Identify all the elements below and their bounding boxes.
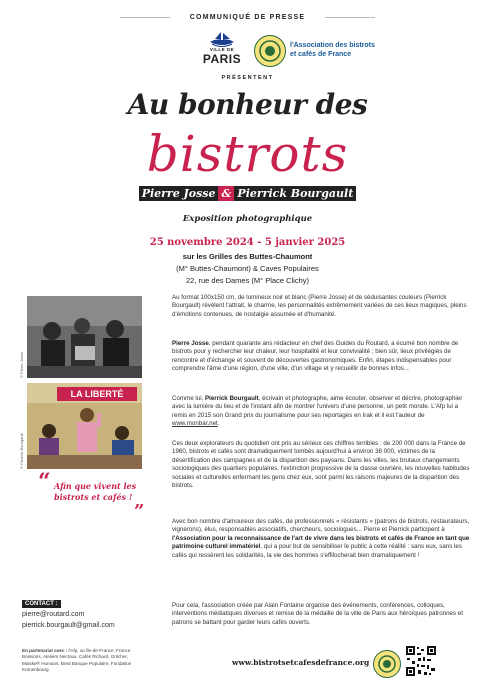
contact-email-2[interactable]: pierrick.bourgault@gmail.com	[22, 622, 115, 629]
contact-heading: CONTACT :	[22, 600, 61, 608]
exhibition-dates: 25 novembre 2024 - 5 janvier 2025	[149, 237, 346, 248]
quote-text: Afin que vivent les bistrots et cafés !	[54, 481, 137, 502]
photo-sign-text: LA LIBERTÉ	[70, 389, 124, 399]
photo2-credit: © Pierrick Bourgault	[19, 433, 24, 469]
paragraph-5: Avec bon nombre d'amoureux des cafés, de professionnels « résistants » (patrons de bistrots, restaurateurs, vignerons), élus, responsables associatifs, chercheurs, sociologues... Pierre et Pierrick participent à l'Association pour la reconnaissance de l'art de vivre dans les bistrots et cafés de France en tant que patrimoine culturel immatériel, qui a pour but de sensibiliser le public à cette réalité : sans eux, sans les cafés qui ressèrent les solidarités, la vie des hommes s'effilocherait bien dramatiquement !	[172, 518, 470, 559]
author-ampersand: &	[218, 186, 234, 201]
quote-open-mark: “	[38, 469, 51, 495]
photo-black-white	[27, 296, 142, 378]
partners-label: En partenariat avec :	[22, 648, 68, 653]
paragraph-2: Pierre Josse, pendant quarante ans rédacteur en chef des Guides du Routard, a écumé bon nombre de bistrots pour y rechercher leur chaleur, leur hospitalité et leur convivialité ; bien sûr, lieux privilégiés de rencontre et d'échange et souvent de découvertes gastronomiques. Enfin, étapes indispensables pour comprendre l'âme d'une région, d'une ville, d'un village et y recueillir de bonnes infos...	[172, 340, 459, 373]
quote-close-mark: ”	[134, 501, 145, 522]
paragraph-4: Ces deux explorateurs du quotidien ont pris au sérieux ces chiffres terribles : de 200 000 dans la France de 1960, bistrots et cafés sont dramatiquement tombés aujourd'hui à environ 38 000, victimes de la désertification des campagnes et de la disparition des paysans. Dans les villes, les brutaux changements sociologiques des quartiers populaires, l'extinction progressive de la classe ouvrière, les nouvelles habitudes sociales et culturelles enfermant les gens chez eux, sont parmi les raisons majeures de la disparition des bistrots.	[172, 440, 470, 490]
website-link[interactable]: www.bistrotsetcafesdefrance.org	[232, 658, 370, 667]
title-line1: Au bonheur des	[127, 88, 368, 121]
presentent-label: PRÉSENTENT	[221, 75, 274, 81]
exhibition-subtitle: Exposition photographique	[182, 214, 313, 224]
pull-quote	[38, 469, 148, 522]
footer-association-logo-icon	[373, 650, 401, 678]
venue-line2: (M° Buttes-Chaumont) & Caves Populaires	[176, 264, 319, 273]
paragraph-1: Au format 100x150 cm, de lumineux noir et blanc (Pierre Josse) et de séduisantes couleurs (Pierrick Bourgault) révèlent l'attrait, le charme, les personnalités extrêmement variées de ces lieux magiques, pleins d'émotions contenues, de nostalgie assumée et d'humanité.	[172, 294, 467, 318]
venue-line1: sur les Grilles des Buttes-Chaumont	[182, 252, 313, 261]
paragraph-6: Pour cela, l'association créée par Alain Fontaine organise des événements, conférences, colloques, interventions médiatiques diverses et remise de la médaille de la ville de Paris aux héroïques patronnes et patrons se battant pour garder leurs cafés ouverts.	[172, 602, 463, 626]
venue-line3: 22, rue des Dames (M° Place Clichy)	[185, 276, 310, 285]
monbar-link[interactable]: www.monbar.net	[172, 420, 218, 428]
partners-text: En partenariat avec : l'Afp, un Île-de-France, France Boissons, Ateliers Nectoux, Cafés Richard, Gritcher, Maiske® Humans, Bred Banque Populaire, Fondation Kronenbourg.	[22, 648, 132, 673]
association-logo-icon	[254, 35, 286, 67]
author-2: Pierrick Bourgault	[234, 186, 356, 201]
name-pierre-josse: Pierre Josse	[172, 340, 209, 347]
authors	[0, 187, 495, 200]
qr-code-icon[interactable]	[405, 645, 437, 677]
name-pierrick-bourgault: Pierrick Bourgault	[205, 395, 259, 402]
association-name: l'Association des bistrots et cafés de France	[290, 42, 375, 58]
paragraph-3: Comme lui, Pierrick Bourgault, écrivain et photographe, aime écouter, observer et décrire, photographier avec la lumière du lieu et de l'instant afin de montrer l'univers d'une personne, un petit monde. L'Afp lui a remis en 2015 son Grand prix du journalisme pour ses reportages en Irak et il est l'auteur de www.monbar.net.	[172, 395, 463, 428]
author-1: Pierre Josse	[139, 186, 219, 201]
paris-logo-name: PARIS	[202, 52, 242, 66]
photo-color	[27, 383, 142, 469]
paris-logo	[200, 30, 244, 68]
contact-email-1[interactable]: pierre@routard.com	[22, 611, 85, 618]
photo1-credit: © Pierre Josse	[19, 351, 24, 378]
press-release-label: COMMUNIQUÉ DE PRESSE	[189, 14, 306, 21]
paris-ship-icon	[208, 30, 236, 48]
paris-logo-sub: VILLE DE	[209, 47, 235, 52]
title-line2: bistrots	[146, 125, 349, 183]
